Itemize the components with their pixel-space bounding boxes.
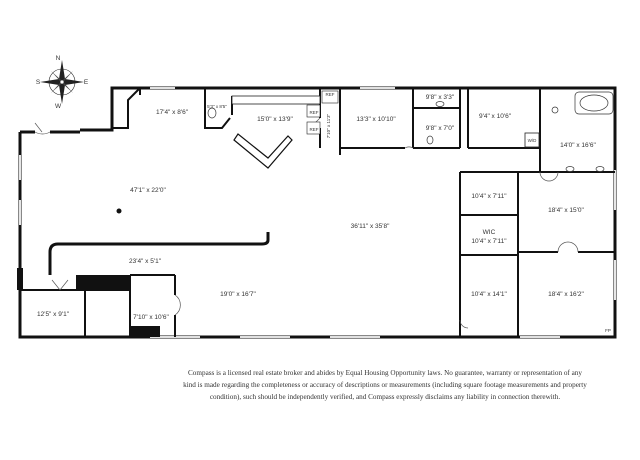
room-label: 47'1" x 22'0" [130,187,166,194]
room-label: 7'10" x 11'3" [326,113,331,139]
room-label: 14'0" x 16'6" [560,142,596,149]
room-label: REF [325,92,335,97]
hallway-curved-wall [50,232,268,275]
room-label: 12'5" x 9'1" [36,311,70,318]
compass-rose [36,55,89,110]
room-label: 17'4" x 8'6" [155,109,189,116]
room-label: 19'0" x 16'7" [220,291,256,298]
compass-west-label: W [54,103,62,110]
disclaimer-line: Compass is a licensed real estate broker and abides by Equal Housing Opportunity laws. No guarantee, warranty or representation of any [188,369,582,377]
room-label: 18'4" x 15'0" [548,207,584,214]
room-label: 5'3" x 8'5" [207,104,227,109]
column-marker [117,209,122,214]
kitchen-island [234,134,292,168]
room-label: 10'4" x 7'11" [471,193,507,200]
room-label: 18'4" x 16'2" [548,291,584,298]
kitchen-counter [232,96,320,104]
room-label: W/D [527,138,537,143]
room-label: 9'8" x 7'0" [425,125,455,132]
compass-east-label: E [83,79,89,86]
compass-north-label: N [55,55,61,62]
room-label: 23'4" x 5'1" [128,258,162,265]
room-label: REF [309,127,319,132]
room-label: WIC [482,229,496,236]
disclaimer-line: kind is made regarding the completeness or accuracy of descriptions or measurements (including square footage measurements and property [183,381,587,389]
room-label: 9'4" x 10'6" [478,113,512,120]
room-label: 7'10" x 10'6" [133,314,169,321]
fireplace-label: FP [605,328,611,333]
disclaimer-text [150,367,620,403]
room-label: 9'8" x 3'3" [425,94,455,101]
wall-segment-left [17,268,23,290]
compass-south-label: S [35,79,41,86]
interior-walls [112,88,615,337]
room-label: REF [309,110,319,115]
disclaimer-line: condition), such should be independently verified, and Compass expressly disclaims any liability in connection therewith. [209,393,561,401]
room-label: 15'0" x 13'9" [257,116,293,123]
room-label: 10'4" x 7'11" [471,238,507,245]
closet-block [76,275,130,290]
room-label: 10'4" x 14'1" [471,291,507,298]
room-label: 36'11" x 35'8" [350,223,390,230]
closet-block-small [130,326,160,337]
room-label: 13'3" x 10'10" [356,116,396,123]
